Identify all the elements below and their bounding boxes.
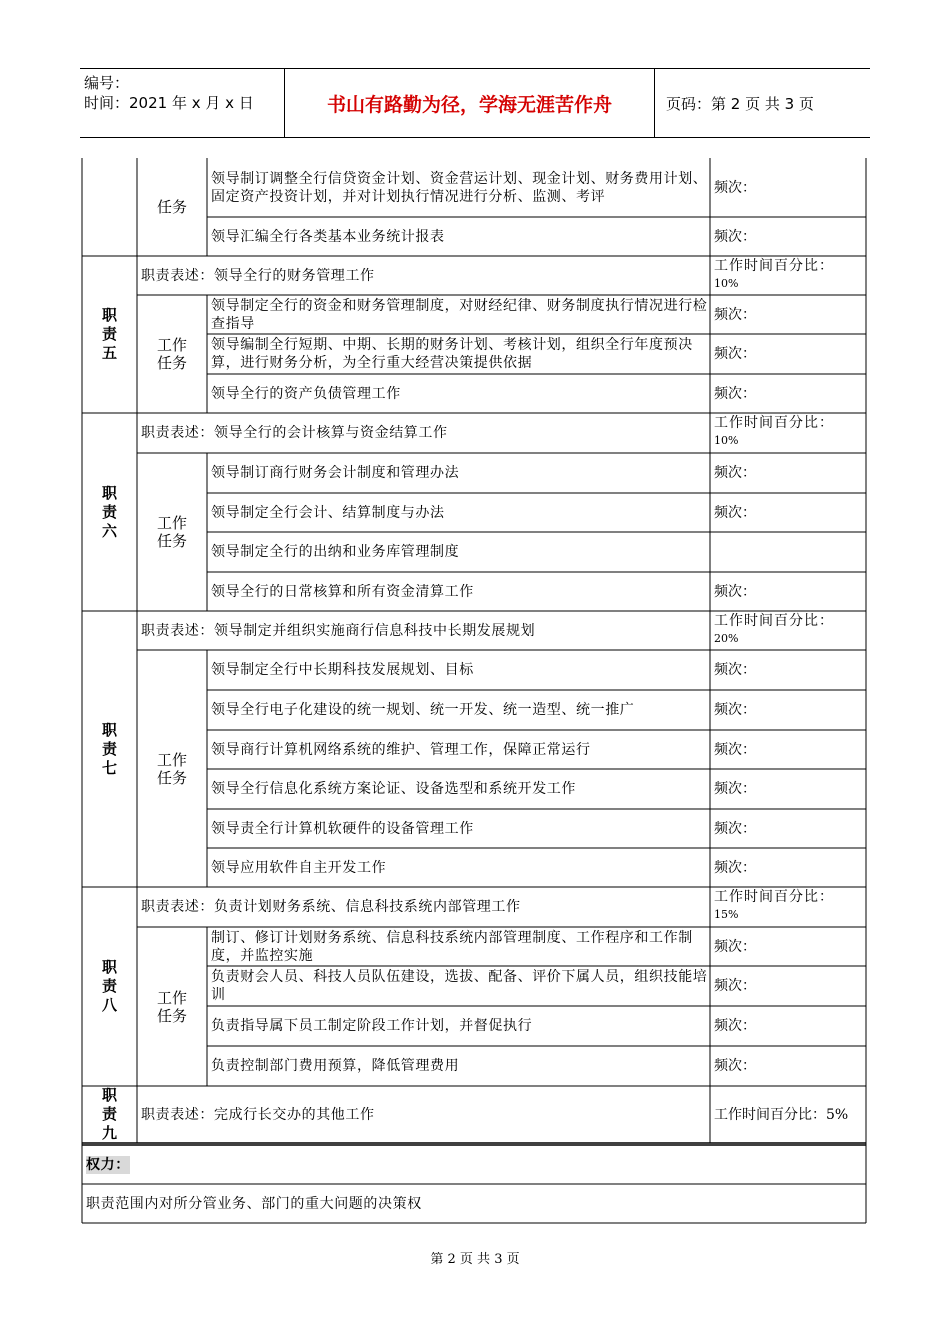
task-text: 负责财会人员、科技人员队伍建设，选拔、配备、评价下属人员，组织技能培训 [211,969,708,1003]
time-percentage [710,611,866,650]
task-text: 领导商行计算机网络系统的维护、管理工作，保障正常运行 [211,741,591,758]
time-percentage [710,887,866,927]
task-text: 领导全行电子化建设的统一规划、统一开发、统一造型、统一推广 [211,702,635,718]
task-frequency [710,532,866,572]
duty-statement: 职责表述：负责计划财务系统、信息科技系统内部管理工作 [141,899,521,915]
task-text: 制订、修订计划财务系统、信息科技系统内部管理制度、工作程序和工作制度，并监控实施 [211,929,693,964]
duty-name: 职 责 五 [101,306,117,362]
task-text: 领导制订调整全行信贷资金计划、资金营运计划、现金计划、财务费用计划、固定资产投资计划，并对计划执行情况进行分析、监测、考评 [211,170,708,205]
page-header [80,68,870,138]
task-frequency: 频次： [714,179,756,196]
task-text: 领导全行信息化系统方案论证、设备选型和系统开发工作 [211,781,576,797]
duty-name: 职 责 九 [101,1086,117,1142]
duty-name: 职 责 七 [101,720,117,777]
task-frequency: 频次： [714,228,756,245]
time-percentage-value: 10% [714,434,739,447]
time-percentage [710,256,866,295]
task-text: 领导应用软件自主开发工作 [211,859,387,876]
task-frequency: 频次： [714,583,756,600]
task-frequency: 频次： [714,1058,756,1074]
page-footer: 第 2 页 共 3 页 [430,1252,520,1267]
task-text: 领导制定全行的资金和财务管理制度，对财经纪律、财务制度执行情况进行检查指导 [211,297,708,332]
task-frequency: 频次： [714,938,756,955]
time-percentage-label: 工作时间百分比： [714,613,834,629]
task-text: 领导制定全行中长期科技发展规划、目标 [211,662,474,678]
time-percentage-value: 10% [714,277,739,290]
task-text: 负责指导属下员工制定阶段工作计划，并督促执行 [211,1018,533,1034]
time-percentage-label: 工作时间百分比： [714,889,834,905]
header-motto: 书山有路勤为径，学海无涯苦作舟 [326,93,612,116]
task-text: 领导责全行计算机软硬件的设备管理工作 [211,820,474,837]
duty-name: 职 责 六 [101,483,117,540]
task-frequency: 频次： [714,781,756,797]
task-frequency: 频次： [714,702,756,718]
header-divider [654,69,655,137]
time-percentage-label: 工作时间百分比： [714,258,834,274]
task-frequency: 频次： [714,978,756,994]
time-percentage: 工作时间百分比：5% [714,1106,849,1123]
task-frequency: 频次： [714,859,756,876]
time-percentage-value: 15% [714,908,739,921]
task-group-label: 工作 任务 [156,750,187,787]
authority-title-text: 权力： [86,1156,130,1173]
task-text: 领导制订商行财务会计制度和管理办法 [211,465,460,481]
time-percentage-value: 20% [714,632,739,645]
authority-content: 职责范围内对所分管业务、部门的重大问题的决策权 [86,1195,422,1212]
authority-title [82,1145,866,1184]
header-meta [84,73,254,113]
task-text: 领导制定全行的出纳和业务库管理制度 [211,544,460,560]
header-page-info: 页码：第 2 页 共 3 页 [666,95,814,113]
task-frequency: 频次： [714,306,756,323]
task-group-label: 工作 任务 [156,336,187,372]
task-frequency: 频次： [714,741,756,758]
task-group-label: 工作 任务 [156,514,187,550]
task-frequency: 频次： [714,820,756,837]
duty-statement: 职责表述：完成行长交办的其他工作 [141,1106,375,1123]
task-frequency: 频次： [714,662,756,678]
task-group-label: 工作 任务 [156,988,187,1025]
task-text: 领导编制全行短期、中期、长期的财务计划、考核计划，组织全行年度预决算，进行财务分析，为全行重大经营决策提供依据 [211,337,693,371]
task-frequency: 频次： [714,465,756,481]
document-date: 时间：2021 年 x 月 x 日 [84,94,254,112]
duty-statement: 职责表述：领导制定并组织实施商行信息科技中长期发展规划 [141,622,536,639]
task-frequency: 频次： [714,346,756,362]
task-text: 领导制定全行会计、结算制度与办法 [211,504,445,521]
task-frequency: 频次： [714,1018,756,1034]
task-text: 负责控制部门费用预算，降低管理费用 [211,1058,460,1074]
duty-statement: 职责表述：领导全行的会计核算与资金结算工作 [141,425,448,441]
task-frequency: 频次： [714,504,756,521]
document-number-label: 编号： [84,74,130,92]
task-text: 领导全行的资产负债管理工作 [211,385,401,402]
time-percentage [710,413,866,453]
task-text: 领导全行的日常核算和所有资金清算工作 [211,583,474,600]
time-percentage-label: 工作时间百分比： [714,415,834,431]
duty-name: 职 责 八 [101,958,117,1014]
duty-statement: 职责表述：领导全行的财务管理工作 [141,267,375,284]
task-group-label: 任务 [156,198,187,216]
task-frequency: 频次： [714,385,756,402]
task-text: 领导汇编全行各类基本业务统计报表 [211,228,445,245]
